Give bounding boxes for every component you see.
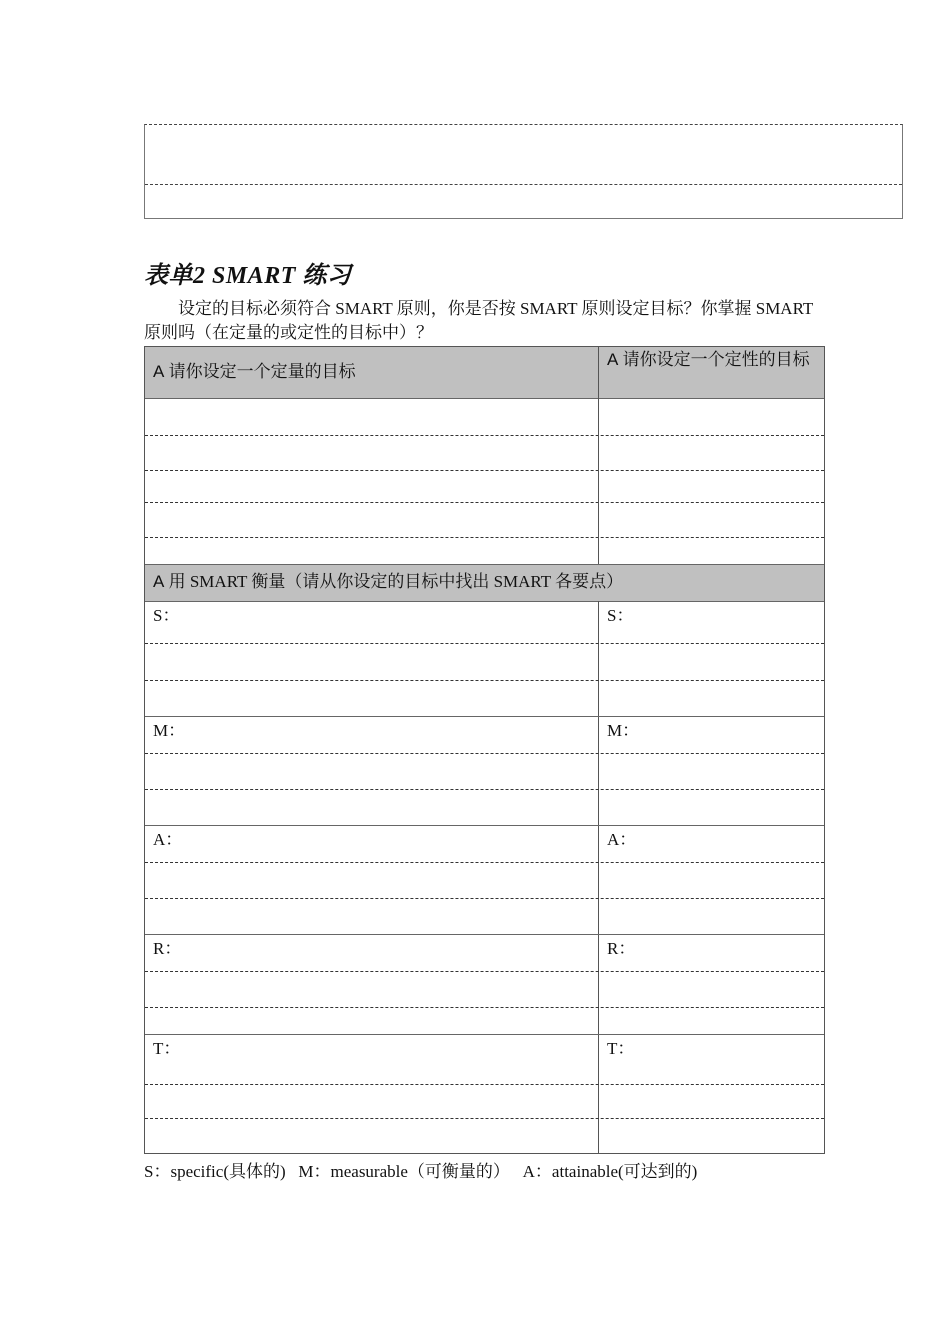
previous-form-table	[144, 124, 903, 219]
r-label-right: R：	[607, 939, 636, 958]
row-divider	[145, 680, 824, 681]
section-divider	[145, 716, 824, 717]
band-divider	[145, 564, 824, 565]
row-divider	[145, 470, 824, 471]
intro-text: 设定的目标必须符合 SMART 原则，你是否按 SMART 原则设定目标？你掌握 SMART 原则吗（在定量的或定性的目标中）？	[144, 299, 813, 342]
row-divider	[145, 1084, 824, 1085]
row-divider	[145, 502, 824, 503]
row-divider	[145, 1007, 824, 1008]
row-divider	[145, 971, 824, 972]
row-divider	[145, 1118, 824, 1119]
a-label-left: A：	[153, 830, 183, 849]
section-divider	[145, 1034, 824, 1035]
a-label-right: A：	[607, 830, 637, 849]
header-divider	[145, 398, 824, 399]
row-divider	[145, 862, 824, 863]
row-divider	[145, 643, 824, 644]
m-label-left: M：	[153, 721, 186, 740]
header-qualitative-goal: A 请你设定一个定性的目标	[607, 350, 810, 369]
row-divider	[145, 898, 824, 899]
column-divider-bottom	[598, 601, 599, 1153]
header-quantitative-goal: A 请你设定一个定量的目标	[153, 362, 356, 381]
section-divider	[145, 934, 824, 935]
column-divider-top	[598, 347, 599, 564]
smart-exercise-table	[144, 346, 825, 1154]
intro-paragraph	[144, 297, 824, 345]
form-title: 表单2 SMART 练习	[144, 263, 352, 289]
s-label-right: S：	[607, 606, 634, 625]
m-label-right: M：	[607, 721, 640, 740]
row-divider	[145, 435, 824, 436]
row-divider	[145, 753, 824, 754]
t-label-left: T：	[153, 1039, 181, 1058]
header-right-label: 请你设定一个定性的目标	[622, 350, 810, 369]
measure-header-text: 用 SMART 衡量（请从你设定的目标中找出 SMART 各要点）	[168, 572, 624, 591]
smart-legend-note: S：specific(具体的) M：measurable（可衡量的） A：attainable(可达到的)	[144, 1162, 698, 1181]
table-row-divider	[145, 184, 902, 185]
measure-header-label: A 用 SMART 衡量（请从你设定的目标中找出 SMART 各要点）	[153, 572, 624, 591]
section-divider	[145, 825, 824, 826]
header-left-label: 请你设定一个定量的目标	[168, 362, 356, 381]
s-label-left: S：	[153, 606, 180, 625]
row-divider	[145, 537, 824, 538]
r-label-left: R：	[153, 939, 182, 958]
t-label-right: T：	[607, 1039, 635, 1058]
band-divider	[145, 601, 824, 602]
row-divider	[145, 789, 824, 790]
